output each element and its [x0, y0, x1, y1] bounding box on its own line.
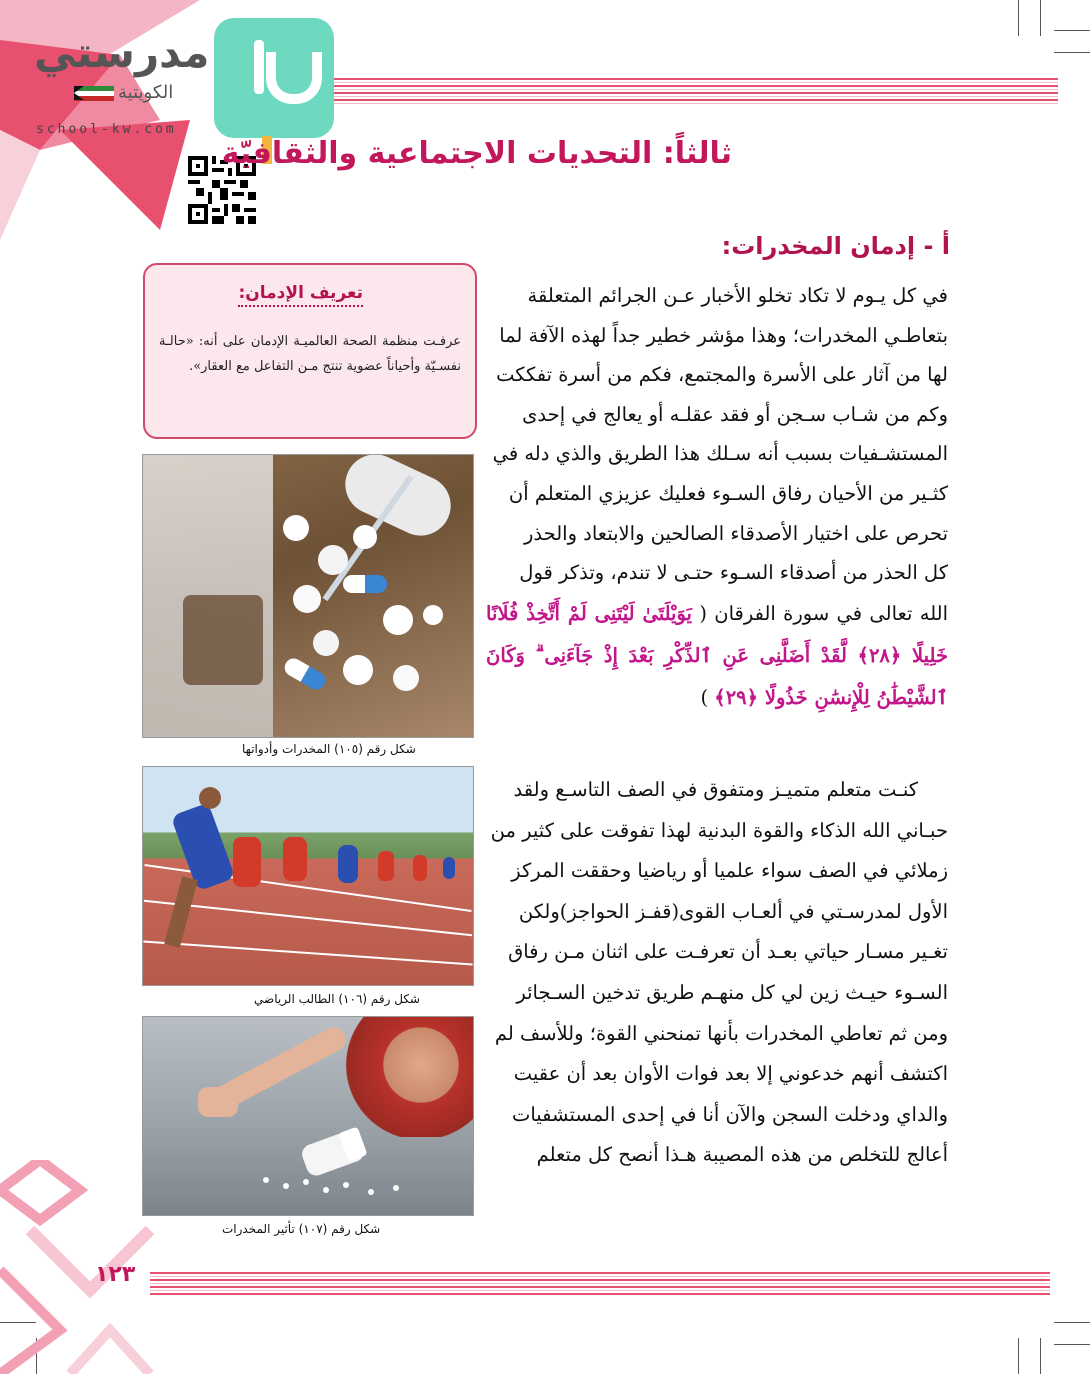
text-line: كنـت متعلم متميـز ومتفوق في الصف التاسـع ولقد [513, 778, 918, 801]
header-stripe [258, 78, 1058, 104]
definition-text: عرفـت منظمة الصحة العالميـة الإدمان على أنه: «حالـة نفسـيّة وأحياناً عضوية تنتج مـن التفاعل مع العقار». [159, 334, 461, 374]
app-badge-icon [214, 18, 334, 138]
crop-mark [1040, 1338, 1041, 1374]
text-line: حبـاني الله الذكاء والقوة البدنية لهذا تفوقت على كثير من [490, 818, 948, 842]
figure-drugs-image [142, 454, 474, 738]
figure-drug-effect-image [142, 1016, 474, 1216]
crop-mark [1054, 1322, 1090, 1323]
figure-athlete-image [142, 766, 474, 986]
text-line: كل الحذر من أصدقاء السـوء حتـى لا تندم، وتذكر قول [519, 561, 948, 585]
page-number: ١٢٣ [95, 1262, 136, 1287]
crop-mark [1018, 1338, 1019, 1374]
definition-box [143, 263, 477, 439]
paragraph-1 [486, 276, 948, 719]
crop-mark [1054, 52, 1090, 53]
figure-105-caption: شكل رقم (١٠٥) المخدرات وأدواتها [242, 742, 416, 756]
text-line: تحرص على اختيار الأصدقاء الصالحين والابتعاد والحذر [523, 521, 948, 545]
logo-url: school-kw.com [36, 122, 177, 137]
text-line: اكتشف أنهم خدعوني إلا بعد فوات الأوان بعد أن عقيت [513, 1062, 948, 1086]
verse-paragraph [486, 593, 948, 719]
crop-mark [1040, 0, 1041, 36]
figure-107-caption: شكل رقم (١٠٧) تأثير المخدرات [222, 1222, 381, 1236]
page-title: ثالثاً: التحديات الاجتماعية والثقافيّة [221, 136, 732, 171]
definition-title: تعريف الإدمان: [238, 283, 363, 307]
paragraph-2 [486, 770, 948, 1176]
text-line: السـوء حيـث زين لي كل منهـم طريق تدخين السـجائر [516, 980, 948, 1004]
crop-mark [1054, 30, 1090, 31]
logo-country: الكويتية [118, 82, 174, 103]
footer-stripe [150, 1272, 1050, 1296]
flag-icon [74, 86, 114, 101]
crop-mark [1054, 1344, 1090, 1345]
logo-name: مدرستي [34, 28, 210, 77]
text-line: لها من آثار على الأسرة والمجتمع، فكم من أسرة تفككت [496, 363, 948, 387]
text-line: بتعاطـي المخدرات؛ وهذا مؤشر خطير جداً لهذه الآفة لما [499, 323, 948, 347]
verse-close: ) [700, 685, 709, 709]
text-line: ومن ثم تعاطي المخدرات بأنها تمنحني القوة؛ وللأسف لم [494, 1021, 948, 1045]
quran-verse: يَوَيْلَتَىٰ لَيْتَنِى لَمْ أَتَّخِذْ فُلَانًا خَلِيلًا ﴿٢٨﴾ لَّقَدْ أَضَلَّنِى عَنِ ٱلذِّكْرِ بَعْدَ إِذْ جَآءَنِى ۗ وَكَانَ ٱلشَّيْطَٰنُ لِلْإِنسَٰنِ خَذُولًا ﴿٢٩﴾ [486, 601, 948, 709]
text-line: في كل يـوم لا تكاد تخلو الأخبار عـن الجرائم المتعلقة [527, 284, 948, 307]
text-line: زملائي في الصف سواء علميا أو رياضيا وحققت المركز [511, 859, 948, 883]
crop-mark [1018, 0, 1019, 36]
figure-106-caption: شكل رقم (١٠٦) الطالب الرياضي [254, 992, 420, 1006]
text-line: المستشـفيات بسبب أنه سـلك هذا الطريق والذي دله في [492, 442, 948, 466]
text-line: والداي ودخلت السجن والآن أنا في إحدى المستشفيات [512, 1102, 948, 1126]
verse-intro: الله تعالى في سورة الفرقان ( [699, 601, 949, 625]
section-heading: أ - إدمان المخدرات: [721, 232, 950, 260]
text-line: تغـير مسـار حياتي بعـد أن تعرفـت على اثنان مـن رفاق [508, 940, 948, 964]
text-line: وكم من شـاب سـجن أو فقد عقلـه أو يعالج في إحدى [522, 402, 948, 426]
text-line: الأول لمدرسـتي في ألعـاب القوى(قفـز الحواجز)ولكن [518, 899, 948, 923]
text-line: كثـير من الأحيان رفاق السـوء فعليك عزيزي المتعلم أن [508, 481, 948, 505]
text-line: أعالج للتخلص من هذه المصيبة هـذا أنصح كل متعلم [536, 1143, 948, 1167]
